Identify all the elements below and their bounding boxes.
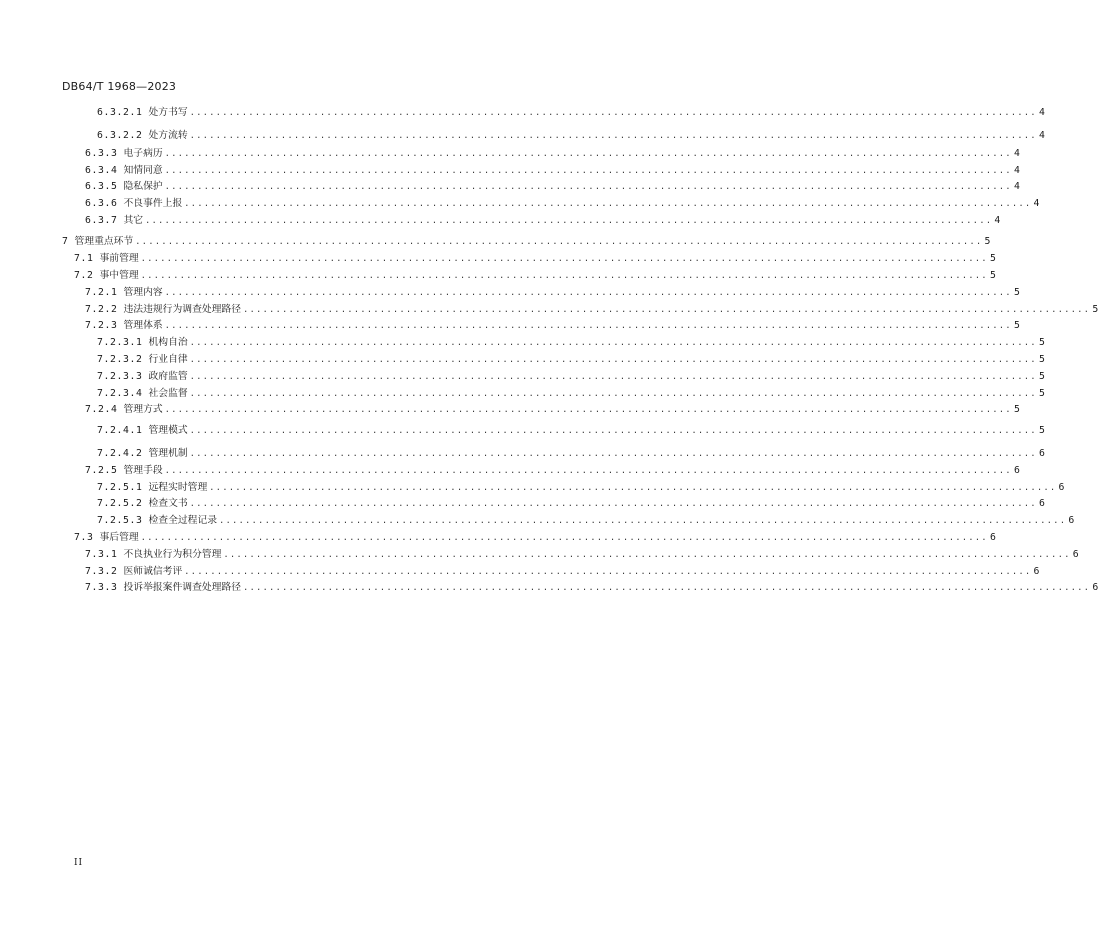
toc-entry-title: 电子病历 — [123, 148, 163, 159]
document-code-header: DB64/T 1968—2023 — [62, 80, 177, 93]
toc-entry-title: 管理体系 — [123, 320, 163, 331]
toc-entry-page: 5 — [1038, 425, 1045, 436]
toc-entry[interactable] — [85, 464, 1020, 478]
toc-entry-page: 6 — [989, 532, 996, 543]
toc-entry-title: 管理手段 — [123, 465, 163, 476]
toc-entry[interactable] — [97, 336, 1045, 350]
toc-entry[interactable] — [85, 164, 1020, 178]
toc-entry[interactable] — [85, 286, 1020, 300]
toc-entry-number: 7.2.3.3 — [97, 371, 143, 382]
toc-entry[interactable] — [97, 106, 1045, 120]
toc-entry-number: 7.2.3 — [85, 320, 118, 331]
toc-leader-dots: .................................................................................................................................. — [164, 405, 1012, 415]
toc-entry-number: 6.3.2.1 — [97, 107, 143, 118]
toc-entry[interactable] — [97, 481, 1065, 495]
toc-entry-title: 管理方式 — [123, 404, 163, 415]
toc-entry-page: 5 — [984, 236, 991, 247]
toc-leader-dots: .................................................................................................................................. — [164, 466, 1012, 476]
toc-entry-number: 6.3.7 — [85, 215, 118, 226]
toc-entry[interactable] — [85, 303, 1098, 317]
toc-leader-dots: .................................................................................................................................. — [189, 355, 1037, 365]
toc-entry-number: 7.2.5 — [85, 465, 118, 476]
toc-entry[interactable] — [97, 353, 1045, 367]
toc-entry[interactable] — [74, 531, 996, 545]
toc-entry-number: 7 — [62, 236, 69, 247]
toc-entry-number: 6.3.5 — [85, 181, 118, 192]
toc-entry-page: 6 — [1038, 448, 1045, 459]
toc-entry-title: 社会监督 — [148, 388, 188, 399]
toc-entry-page: 5 — [1038, 388, 1045, 399]
toc-entry-number: 7.2.1 — [85, 287, 118, 298]
toc-leader-dots: .................................................................................................................................. — [164, 182, 1012, 192]
toc-entry-page: 4 — [1013, 165, 1020, 176]
toc-leader-dots: .................................................................................................................................. — [219, 516, 1067, 526]
toc-entry-title: 医师诚信考评 — [123, 566, 183, 577]
toc-leader-dots: .................................................................................................................................. — [243, 305, 1091, 315]
toc-entry-number: 6.3.3 — [85, 148, 118, 159]
toc-entry-page: 6 — [1072, 549, 1079, 560]
toc-leader-dots: .................................................................................................................................. — [243, 583, 1091, 593]
toc-entry-page: 6 — [1013, 465, 1020, 476]
toc-entry-page: 5 — [989, 253, 996, 264]
toc-entry-title: 处方书写 — [148, 107, 188, 118]
toc-leader-dots: .................................................................................................................................. — [223, 550, 1071, 560]
toc-leader-dots: .................................................................................................................................. — [189, 131, 1037, 141]
toc-entry-page: 6 — [1033, 566, 1040, 577]
toc-leader-dots: .................................................................................................................................. — [189, 499, 1037, 509]
toc-entry[interactable] — [85, 403, 1020, 417]
toc-entry[interactable] — [97, 514, 1075, 528]
toc-entry-title: 管理重点环节 — [74, 236, 134, 247]
toc-entry[interactable] — [85, 147, 1020, 161]
toc-entry[interactable] — [97, 370, 1045, 384]
toc-entry-title: 事中管理 — [99, 270, 139, 281]
toc-leader-dots: .................................................................................................................................. — [184, 199, 1032, 209]
toc-entry-number: 7.1 — [74, 253, 94, 264]
toc-entry[interactable] — [85, 180, 1020, 194]
toc-entry-number: 7.2.2 — [85, 304, 118, 315]
toc-entry-page: 4 — [1013, 148, 1020, 159]
toc-leader-dots: .................................................................................................................................. — [189, 338, 1037, 348]
toc-entry-page: 5 — [1013, 320, 1020, 331]
toc-entry-number: 7.2.3.4 — [97, 388, 143, 399]
toc-entry-page: 4 — [1033, 198, 1040, 209]
toc-entry[interactable] — [62, 235, 991, 249]
toc-entry-title: 其它 — [123, 215, 144, 226]
toc-entry-title: 知情同意 — [123, 165, 163, 176]
toc-entry-title: 不良事件上报 — [123, 198, 183, 209]
toc-entry-page: 6 — [1068, 515, 1075, 526]
toc-entry-page: 5 — [989, 270, 996, 281]
toc-entry-number: 6.3.6 — [85, 198, 118, 209]
toc-entry-page: 6 — [1092, 582, 1098, 593]
toc-entry-page: 5 — [1038, 371, 1045, 382]
toc-entry-title: 事后管理 — [99, 532, 139, 543]
toc-leader-dots: .................................................................................................................................. — [164, 166, 1012, 176]
toc-entry-number: 7.2.3.2 — [97, 354, 143, 365]
toc-entry[interactable] — [97, 129, 1045, 143]
toc-leader-dots: .................................................................................................................................. — [189, 108, 1037, 118]
toc-entry-number: 7.2 — [74, 270, 94, 281]
toc-entry-title: 政府监管 — [148, 371, 188, 382]
toc-entry-title: 行业自律 — [148, 354, 188, 365]
toc-entry[interactable] — [85, 214, 1001, 228]
toc-entry-page: 5 — [1092, 304, 1098, 315]
toc-entry[interactable] — [97, 424, 1045, 438]
toc-entry-title: 投诉举报案件调查处理路径 — [123, 582, 242, 593]
toc-entry-number: 7.3.1 — [85, 549, 118, 560]
toc-leader-dots: .................................................................................................................................. — [189, 449, 1037, 459]
toc-entry-title: 机构自治 — [148, 337, 188, 348]
toc-entry-number: 7.3.2 — [85, 566, 118, 577]
toc-entry-page: 4 — [1013, 181, 1020, 192]
toc-leader-dots: .................................................................................................................................. — [135, 237, 983, 247]
toc-entry-page: 5 — [1038, 337, 1045, 348]
toc-entry-number: 6.3.2.2 — [97, 130, 143, 141]
toc-entry-title: 管理机制 — [148, 448, 188, 459]
toc-entry-number: 7.3.3 — [85, 582, 118, 593]
toc-entry-title: 远程实时管理 — [148, 482, 208, 493]
toc-entry-title: 隐私保护 — [123, 181, 163, 192]
toc-leader-dots: .................................................................................................................................. — [164, 321, 1012, 331]
toc-leader-dots: .................................................................................................................................. — [140, 271, 988, 281]
toc-entry-number: 7.2.5.2 — [97, 498, 143, 509]
toc-leader-dots: .................................................................................................................................. — [164, 149, 1012, 159]
toc-entry[interactable] — [97, 387, 1045, 401]
toc-entry-number: 7.2.3.1 — [97, 337, 143, 348]
toc-leader-dots: .................................................................................................................................. — [189, 389, 1037, 399]
toc-leader-dots: .................................................................................................................................. — [140, 254, 988, 264]
toc-entry-title: 不良执业行为积分管理 — [123, 549, 222, 560]
toc-entry-page: 4 — [1038, 130, 1045, 141]
toc-entry-title: 检查全过程记录 — [148, 515, 218, 526]
toc-leader-dots: .................................................................................................................................. — [189, 372, 1037, 382]
toc-entry[interactable] — [85, 581, 1098, 595]
toc-leader-dots: .................................................................................................................................. — [209, 483, 1057, 493]
toc-entry[interactable] — [74, 269, 996, 283]
toc-entry-number: 7.2.5.1 — [97, 482, 143, 493]
toc-entry-title: 检查文书 — [148, 498, 188, 509]
toc-entry[interactable] — [85, 548, 1079, 562]
toc-entry-title: 违法违规行为调查处理路径 — [123, 304, 242, 315]
toc-entry-title: 管理内容 — [123, 287, 163, 298]
toc-entry-page: 5 — [1038, 354, 1045, 365]
toc-entry-page: 5 — [1013, 404, 1020, 415]
toc-entry-number: 7.2.4.1 — [97, 425, 143, 436]
toc-leader-dots: .................................................................................................................................. — [189, 426, 1037, 436]
toc-entry-title: 处方流转 — [148, 130, 188, 141]
toc-entry-number: 7.2.5.3 — [97, 515, 143, 526]
toc-entry[interactable] — [85, 197, 1040, 211]
toc-leader-dots: .................................................................................................................................. — [164, 288, 1012, 298]
toc-entry-page: 5 — [1013, 287, 1020, 298]
toc-entry[interactable] — [97, 447, 1045, 461]
toc-entry[interactable] — [97, 497, 1045, 511]
toc-entry-page: 4 — [1038, 107, 1045, 118]
toc-entry-number: 6.3.4 — [85, 165, 118, 176]
toc-entry-page: 6 — [1038, 498, 1045, 509]
toc-entry[interactable] — [85, 565, 1040, 579]
toc-entry-page: 4 — [994, 215, 1001, 226]
toc-leader-dots: .................................................................................................................................. — [140, 533, 988, 543]
toc-entry[interactable] — [85, 319, 1020, 333]
toc-entry-title: 事前管理 — [99, 253, 139, 264]
page-number-footer: II — [74, 858, 84, 868]
toc-entry-number: 7.3 — [74, 532, 94, 543]
toc-leader-dots: .................................................................................................................................. — [145, 216, 993, 226]
toc-entry-title: 管理模式 — [148, 425, 188, 436]
toc-entry[interactable] — [74, 252, 996, 266]
toc-leader-dots: .................................................................................................................................. — [184, 567, 1032, 577]
toc-entry-number: 7.2.4 — [85, 404, 118, 415]
toc-entry-page: 6 — [1058, 482, 1065, 493]
toc-entry-number: 7.2.4.2 — [97, 448, 143, 459]
